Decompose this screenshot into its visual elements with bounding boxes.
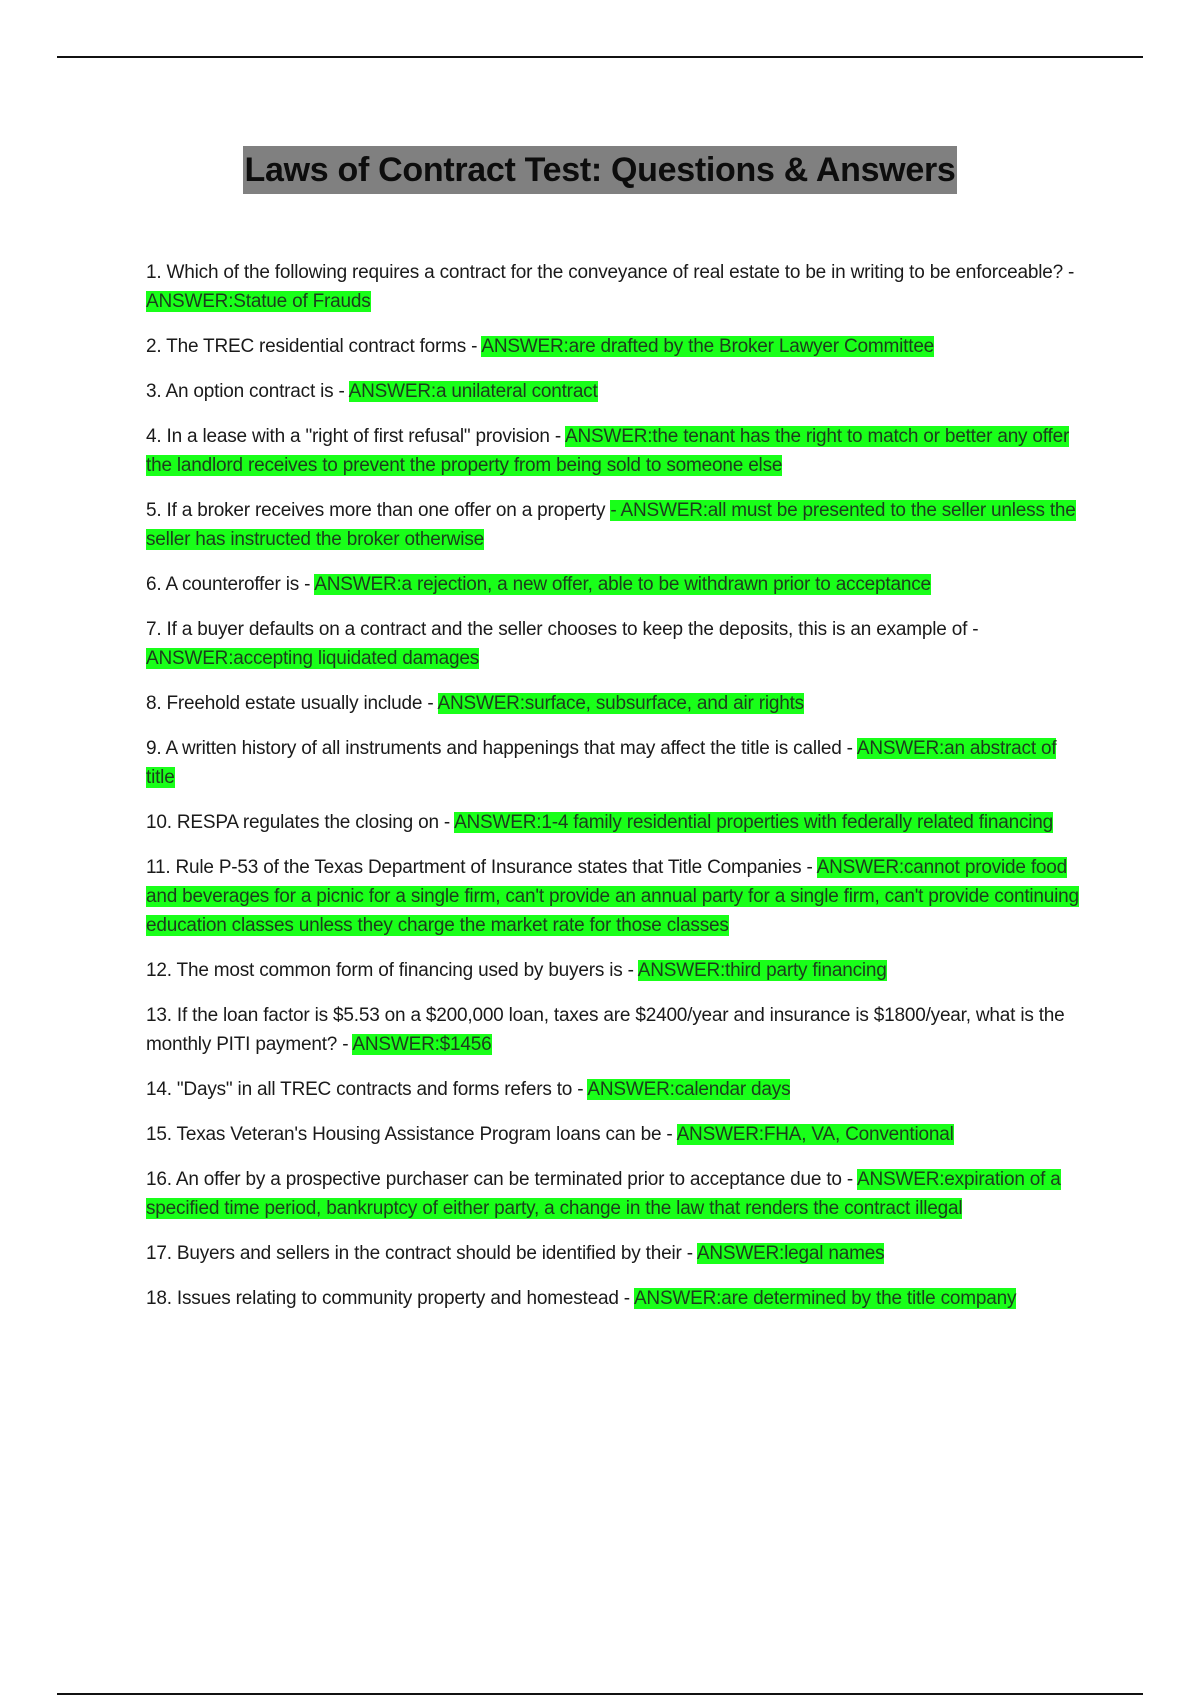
- question-item: [146, 853, 1086, 940]
- question-item: [146, 1284, 1086, 1313]
- answer-highlight: - ANSWER:all must be presented to the seller unless the seller has instructed the broker otherwise: [146, 500, 1076, 550]
- answer-highlight: ANSWER:calendar days: [587, 1079, 791, 1100]
- title-container: [0, 146, 1200, 194]
- question-text: 11. Rule P-53 of the Texas Department of Insurance states that Title Companies -: [146, 857, 817, 878]
- answer-highlight: ANSWER:Statue of Frauds: [146, 291, 371, 312]
- bottom-rule: [57, 1693, 1143, 1695]
- question-item: [146, 1001, 1086, 1059]
- question-item: [146, 496, 1086, 554]
- question-text: 18. Issues relating to community property and homestead -: [146, 1288, 634, 1309]
- answer-highlight: ANSWER:accepting liquidated damages: [146, 648, 480, 669]
- question-item: [146, 808, 1086, 837]
- answer-highlight: ANSWER:surface, subsurface, and air rights: [437, 693, 804, 714]
- question-text: 5. If a broker receives more than one offer on a property: [146, 500, 611, 521]
- question-text: 17. Buyers and sellers in the contract should be identified by their -: [146, 1243, 697, 1264]
- answer-highlight: ANSWER:the tenant has the right to match or better any offer the landlord receives to prevent the property from being sold to someone else: [146, 426, 1070, 476]
- answer-highlight: ANSWER:legal names: [696, 1243, 885, 1264]
- answer-highlight: ANSWER:a unilateral contract: [348, 381, 598, 402]
- question-item: [146, 689, 1086, 718]
- answer-highlight: ANSWER:FHA, VA, Conventional: [676, 1124, 954, 1145]
- question-text: 15. Texas Veteran's Housing Assistance Program loans can be -: [146, 1124, 677, 1145]
- question-text: 14. "Days" in all TREC contracts and forms refers to -: [146, 1079, 588, 1100]
- question-item: [146, 332, 1086, 361]
- question-text: 12. The most common form of financing used by buyers is -: [146, 960, 638, 981]
- question-item: [146, 1239, 1086, 1268]
- question-text: 8. Freehold estate usually include -: [146, 693, 438, 714]
- answer-highlight: ANSWER:third party financing: [637, 960, 887, 981]
- question-text: 1. Which of the following requires a contract for the conveyance of real estate to be in writing to be enforceable? -: [146, 262, 1075, 283]
- question-item: [146, 1120, 1086, 1149]
- answer-highlight: ANSWER:$1456: [352, 1034, 492, 1055]
- question-item: [146, 422, 1086, 480]
- answer-highlight: ANSWER:are drafted by the Broker Lawyer Committee: [481, 336, 935, 357]
- question-text: 10. RESPA regulates the closing on -: [146, 812, 455, 833]
- question-item: [146, 734, 1086, 792]
- question-text: 2. The TREC residential contract forms -: [146, 336, 482, 357]
- answer-highlight: ANSWER:1-4 family residential properties with federally related financing: [454, 812, 1054, 833]
- question-list: [146, 258, 1086, 1329]
- page-title: Laws of Contract Test: Questions & Answers: [243, 146, 958, 194]
- question-text: 7. If a buyer defaults on a contract and the seller chooses to keep the deposits, this is an example of -: [146, 619, 979, 640]
- answer-highlight: ANSWER:an abstract of title: [146, 738, 1057, 788]
- question-text: 6. A counteroffer is -: [146, 574, 315, 595]
- question-item: [146, 377, 1086, 406]
- question-item: [146, 570, 1086, 599]
- question-item: [146, 615, 1086, 673]
- question-item: [146, 956, 1086, 985]
- question-item: [146, 258, 1086, 316]
- answer-highlight: ANSWER:expiration of a specified time period, bankruptcy of either party, a change in the law that renders the contract illegal: [146, 1169, 1061, 1219]
- question-item: [146, 1075, 1086, 1104]
- answer-highlight: ANSWER:cannot provide food and beverages for a picnic for a single firm, can't provide an annual party for a single firm, can't provide continuing education classes unless they charge the market rate for those classes: [146, 857, 1079, 936]
- question-text: 13. If the loan factor is $5.53 on a $200,000 loan, taxes are $2400/year and insurance is $1800/year, what is the monthly PITI payment? -: [146, 1005, 1065, 1055]
- question-text: 4. In a lease with a "right of first refusal" provision -: [146, 426, 566, 447]
- top-rule: [57, 56, 1143, 58]
- question-text: 9. A written history of all instruments and happenings that may affect the title is called -: [146, 738, 857, 759]
- question-item: [146, 1165, 1086, 1223]
- answer-highlight: ANSWER:are determined by the title company: [633, 1288, 1017, 1309]
- question-text: 16. An offer by a prospective purchaser can be terminated prior to acceptance due to -: [146, 1169, 858, 1190]
- question-text: 3. An option contract is -: [146, 381, 349, 402]
- answer-highlight: ANSWER:a rejection, a new offer, able to be withdrawn prior to acceptance: [314, 574, 931, 595]
